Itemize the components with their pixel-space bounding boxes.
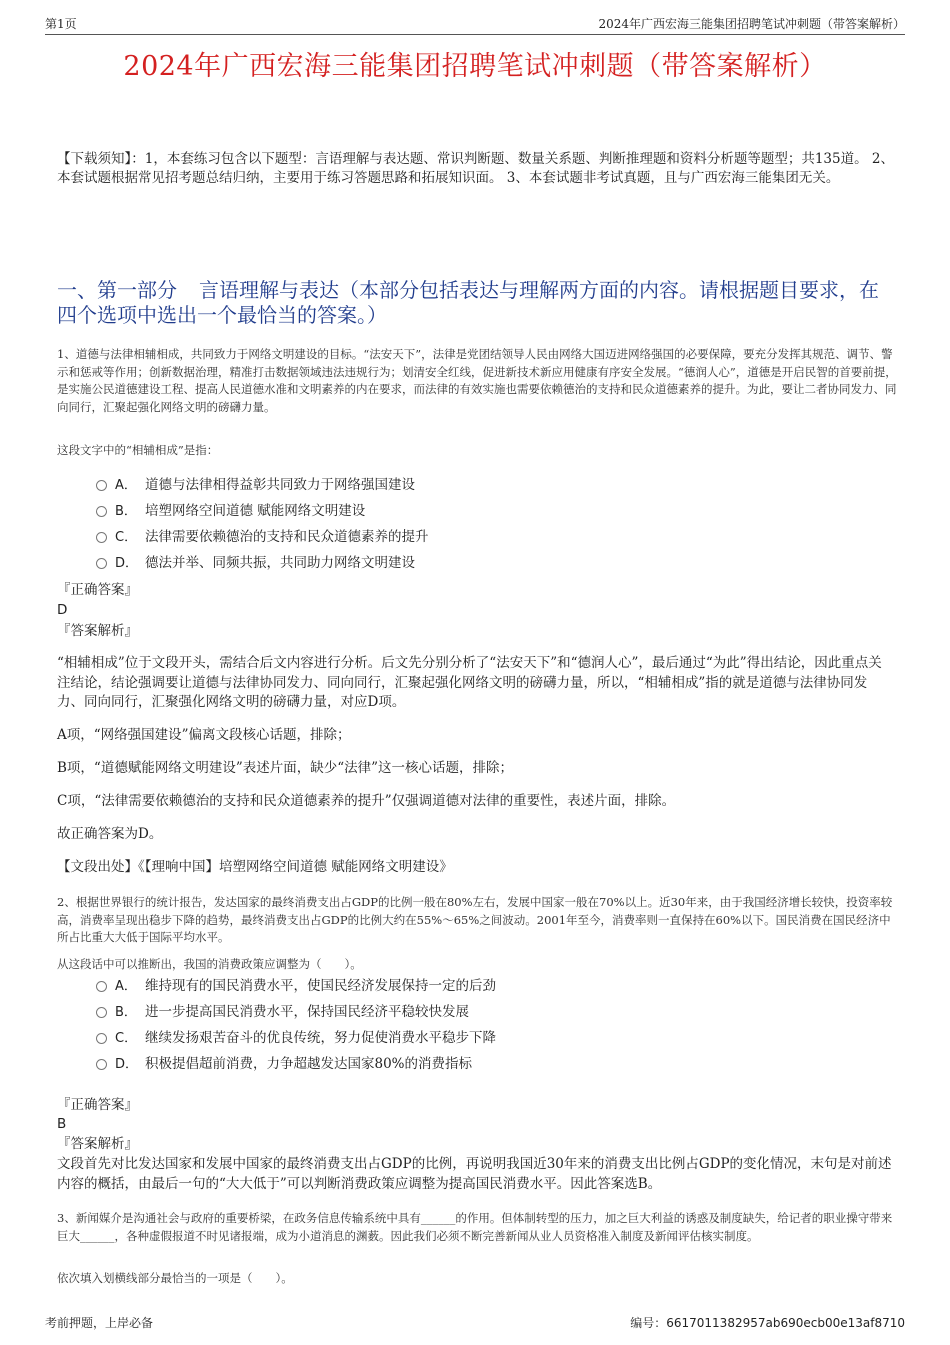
q2-ask: 从这段话中可以推断出，我国的消费政策应调整为（ ）。 bbox=[57, 957, 362, 971]
q2-answer-label: 『正确答案』 bbox=[57, 1097, 138, 1113]
q1-answer-label: 『正确答案』 bbox=[57, 582, 138, 598]
header-doc-title: 2024年广西宏海三能集团招聘笔试冲刺题（带答案解析） bbox=[598, 17, 905, 31]
q1-analysis-main: “相辅相成”位于文段开头，需结合后文内容进行分析。后文先分别分析了“法安天下”和“德润人心”，最后通过“为此”得出结论，因此重点关注结论，结论强调要让道德与法律协同发力、同向同行，汇聚起强化网络文明的磅礴力量，所以，“相辅相成”指的就是道德与法律协同发力、同向同行，汇聚强化网络文明的磅礴力量，对应D项。 bbox=[57, 655, 882, 710]
q2-option-d[interactable]: D． 积极提倡超前消费，力争超越发达国家80%的消费指标 bbox=[96, 1051, 896, 1077]
q1-analysis-c: C项，“法律需要依赖德治的支持和民众道德素养的提升”仅强调道德对法律的重要性，表述片面，排除。 bbox=[57, 793, 676, 809]
page-number: 第1页 bbox=[45, 17, 77, 31]
footer-slogan: 考前押题，上岸必备 bbox=[45, 1316, 154, 1330]
q1-answer: D bbox=[57, 602, 68, 618]
radio-icon[interactable] bbox=[96, 1059, 107, 1070]
q1-ask: 这段文字中的“相辅相成”是指： bbox=[57, 443, 219, 457]
q1-analysis-conclusion: 故正确答案为D。 bbox=[57, 826, 163, 842]
q2-option-c[interactable]: C． 继续发扬艰苦奋斗的优良传统，努力促使消费水平稳步下降 bbox=[96, 1025, 896, 1051]
q1-option-d[interactable]: D． 德法并举、同频共振，共同助力网络文明建设 bbox=[96, 550, 896, 576]
radio-icon[interactable] bbox=[96, 558, 107, 569]
radio-icon[interactable] bbox=[96, 532, 107, 543]
download-notice: 【下载须知】：1，本套练习包含以下题型：言语理解与表达题、常识判断题、数量关系题、判断推理题和资料分析题等题型；共135道。 2、本套试题根据常见招考题总结归纳，主要用于练习答题思路和拓展知识面。 3、本套试题非考试真题，且与广西宏海三能集团无关。 bbox=[57, 151, 894, 186]
q1-stem: 1、道德与法律相辅相成，共同致力于网络文明建设的目标。“法安天下”，法律是党团结领导人民由网络大国迈进网络强国的必要保障，要充分发挥其规范、调节、警示和惩戒等作用；创新数据治理，精准打击数据领域违法违规行为；划清安全红线，促进新技术新应用健康有序安全发展。“德润人心”，道德是开启民智的首要前提，是实施公民道德建设工程、提高人民道德水准和文明素养的内在要求，而法律的有效实施也需要依赖德治的支持和民众道德素养的提升。为此，要让二者协同发力、同向同行，汇聚起强化网络文明的磅礴力量。 bbox=[57, 347, 897, 414]
q3-ask: 依次填入划横线部分最恰当的一项是（ ）。 bbox=[57, 1271, 293, 1285]
document-title: 2024年广西宏海三能集团招聘笔试冲刺题（带答案解析） bbox=[123, 51, 827, 82]
q1-analysis-b: B项，“道德赋能网络文明建设”表述片面，缺少“法律”这一核心话题，排除； bbox=[57, 760, 514, 776]
q2-analysis: 文段首先对比发达国家和发展中国家的最终消费支出占GDP的比例，再说明我国近30年来的消费支出比例占GDP的变化情况，末句是对前述内容的概括，由最后一句的“大大低于”可以判断消费政策应调整为提高国民消费水平。因此答案选B。 bbox=[57, 1156, 892, 1192]
q2-stem: 2、根据世界银行的统计报告，发达国家的最终消费支出占GDP的比例一般在80%左右，发展中国家一般在70%以上。近30年来，由于我国经济增长较快，投资率较高，消费率呈现出稳步下降的趋势，最终消费支出占GDP的比例大约在55%～65%之间波动。2001年至今，消费率则一直保持在60%以下。国民消费在国民经济中所占比重大大低于国际平均水平。 bbox=[57, 895, 893, 944]
page-header bbox=[45, 14, 905, 35]
q1-analysis-a: A项，“网络强国建设”偏离文段核心话题，排除； bbox=[57, 727, 351, 743]
q2-option-b[interactable]: B． 进一步提高国民消费水平，保持国民经济平稳较快发展 bbox=[96, 999, 896, 1025]
q1-options bbox=[96, 472, 896, 576]
q2-analysis-label: 『答案解析』 bbox=[57, 1136, 138, 1152]
q1-option-a[interactable]: A． 道德与法律相得益彰共同致力于网络强国建设 bbox=[96, 472, 896, 498]
section-description: 言语理解与表达（本部分包括表达与理解两方面的内容。请根据题目要求，在四个选项中选出一个最恰当的答案。） bbox=[57, 278, 879, 327]
radio-icon[interactable] bbox=[96, 1033, 107, 1044]
footer-code: 编号：6617011382957ab690ecb00e13af8710 bbox=[630, 1316, 905, 1330]
q1-source: 【文段出处】《【理响中国】培塑网络空间道德 赋能网络文明建设》 bbox=[57, 859, 453, 875]
q2-option-a[interactable]: A． 维持现有的国民消费水平，使国民经济发展保持一定的后劲 bbox=[96, 973, 896, 999]
q2-answer: B bbox=[57, 1116, 67, 1132]
radio-icon[interactable] bbox=[96, 480, 107, 491]
q2-options bbox=[96, 973, 896, 1077]
section-number: 一、第一部分 bbox=[57, 278, 177, 302]
q1-analysis-label: 『答案解析』 bbox=[57, 623, 138, 639]
q1-option-b[interactable]: B． 培塑网络空间道德 赋能网络文明建设 bbox=[96, 498, 896, 524]
section-heading bbox=[57, 278, 897, 328]
q3-stem: 3、新闻媒介是沟通社会与政府的重要桥梁，在政务信息传输系统中具有______的作用。但体制转型的压力，加之巨大利益的诱惑及制度缺失，给记者的职业操守带来巨大______，各种虚假报道不时见诸报端，成为小道消息的渊薮。因此我们必须不断完善新闻从业人员资格准入制度及新闻评估核实制度。 bbox=[57, 1211, 893, 1243]
radio-icon[interactable] bbox=[96, 981, 107, 992]
q1-option-c[interactable]: C． 法律需要依赖德治的支持和民众道德素养的提升 bbox=[96, 524, 896, 550]
radio-icon[interactable] bbox=[96, 1007, 107, 1018]
radio-icon[interactable] bbox=[96, 506, 107, 517]
